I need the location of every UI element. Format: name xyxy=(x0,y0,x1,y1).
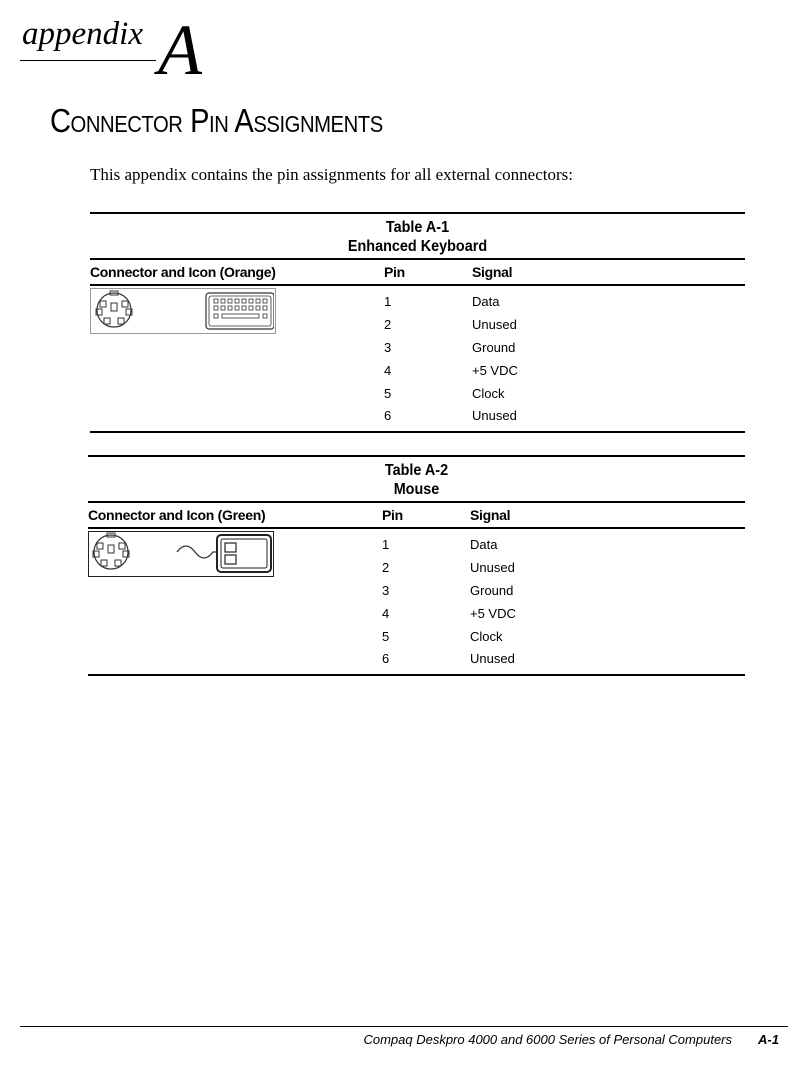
pin-number: 6 xyxy=(382,651,390,667)
signal-name: Data xyxy=(472,294,500,310)
signal-name: Clock xyxy=(472,385,505,401)
pin-number: 4 xyxy=(382,605,390,621)
pin-number: 2 xyxy=(382,560,390,576)
table-bottom-rule xyxy=(88,674,745,676)
footer-rule xyxy=(20,1026,788,1027)
footer-page-number: A-1 xyxy=(758,1032,779,1047)
appendix-word: appendix xyxy=(22,16,143,52)
pin-number: 4 xyxy=(384,362,392,378)
appendix-letter: A xyxy=(158,10,202,90)
table-row xyxy=(90,404,745,427)
table-enhanced-keyboard xyxy=(90,212,745,433)
signal-name: +5 VDC xyxy=(470,605,516,621)
table-number: Table A-1 xyxy=(385,219,450,236)
column-header-pin: Pin xyxy=(384,264,405,280)
table-caption xyxy=(121,457,712,501)
table-body xyxy=(88,529,745,675)
pin-number: 6 xyxy=(384,408,392,424)
table-body xyxy=(90,286,745,432)
pin-number: 1 xyxy=(382,537,390,553)
pin-number: 3 xyxy=(384,339,392,355)
table-row xyxy=(90,359,745,382)
table-caption xyxy=(123,214,713,258)
table-title: Mouse xyxy=(393,481,440,498)
table-row xyxy=(88,579,745,602)
table-row xyxy=(90,382,745,405)
table-header-row xyxy=(88,503,745,527)
column-header-connector: Connector and Icon (Orange) xyxy=(90,264,276,280)
table-mouse xyxy=(88,455,745,676)
table-row xyxy=(88,647,745,670)
table-title: Enhanced Keyboard xyxy=(347,238,488,255)
column-header-signal: Signal xyxy=(470,507,511,523)
column-header-pin: Pin xyxy=(382,507,403,523)
pin-number: 5 xyxy=(382,628,390,644)
column-header-signal: Signal xyxy=(472,264,513,280)
pin-number: 3 xyxy=(382,582,390,598)
table-number: Table A-2 xyxy=(384,462,449,479)
keyboard-connector-icon xyxy=(90,288,276,334)
page-title: Connector Pin Assignments xyxy=(50,102,383,139)
table-header-row xyxy=(90,260,745,284)
table-row xyxy=(90,336,745,359)
table-row xyxy=(88,625,745,648)
signal-name: Unused xyxy=(470,560,515,576)
footer-text: Compaq Deskpro 4000 and 6000 Series of Personal Computers xyxy=(363,1032,732,1047)
mouse-connector-icon xyxy=(88,531,274,577)
signal-name: Ground xyxy=(470,582,514,598)
pin-number: 1 xyxy=(384,294,392,310)
signal-name: Ground xyxy=(472,339,516,355)
table-bottom-rule xyxy=(90,431,745,433)
signal-name: Data xyxy=(470,537,498,553)
table-row xyxy=(88,602,745,625)
signal-name: Clock xyxy=(470,628,503,644)
signal-name: Unused xyxy=(472,408,517,424)
signal-name: Unused xyxy=(470,651,515,667)
pin-number: 5 xyxy=(384,385,392,401)
signal-name: +5 VDC xyxy=(472,362,518,378)
column-header-connector: Connector and Icon (Green) xyxy=(88,507,266,523)
pin-number: 2 xyxy=(384,317,392,333)
intro-paragraph: This appendix contains the pin assignments for all external connectors: xyxy=(90,165,573,184)
signal-name: Unused xyxy=(472,317,517,333)
appendix-rule xyxy=(20,60,156,61)
